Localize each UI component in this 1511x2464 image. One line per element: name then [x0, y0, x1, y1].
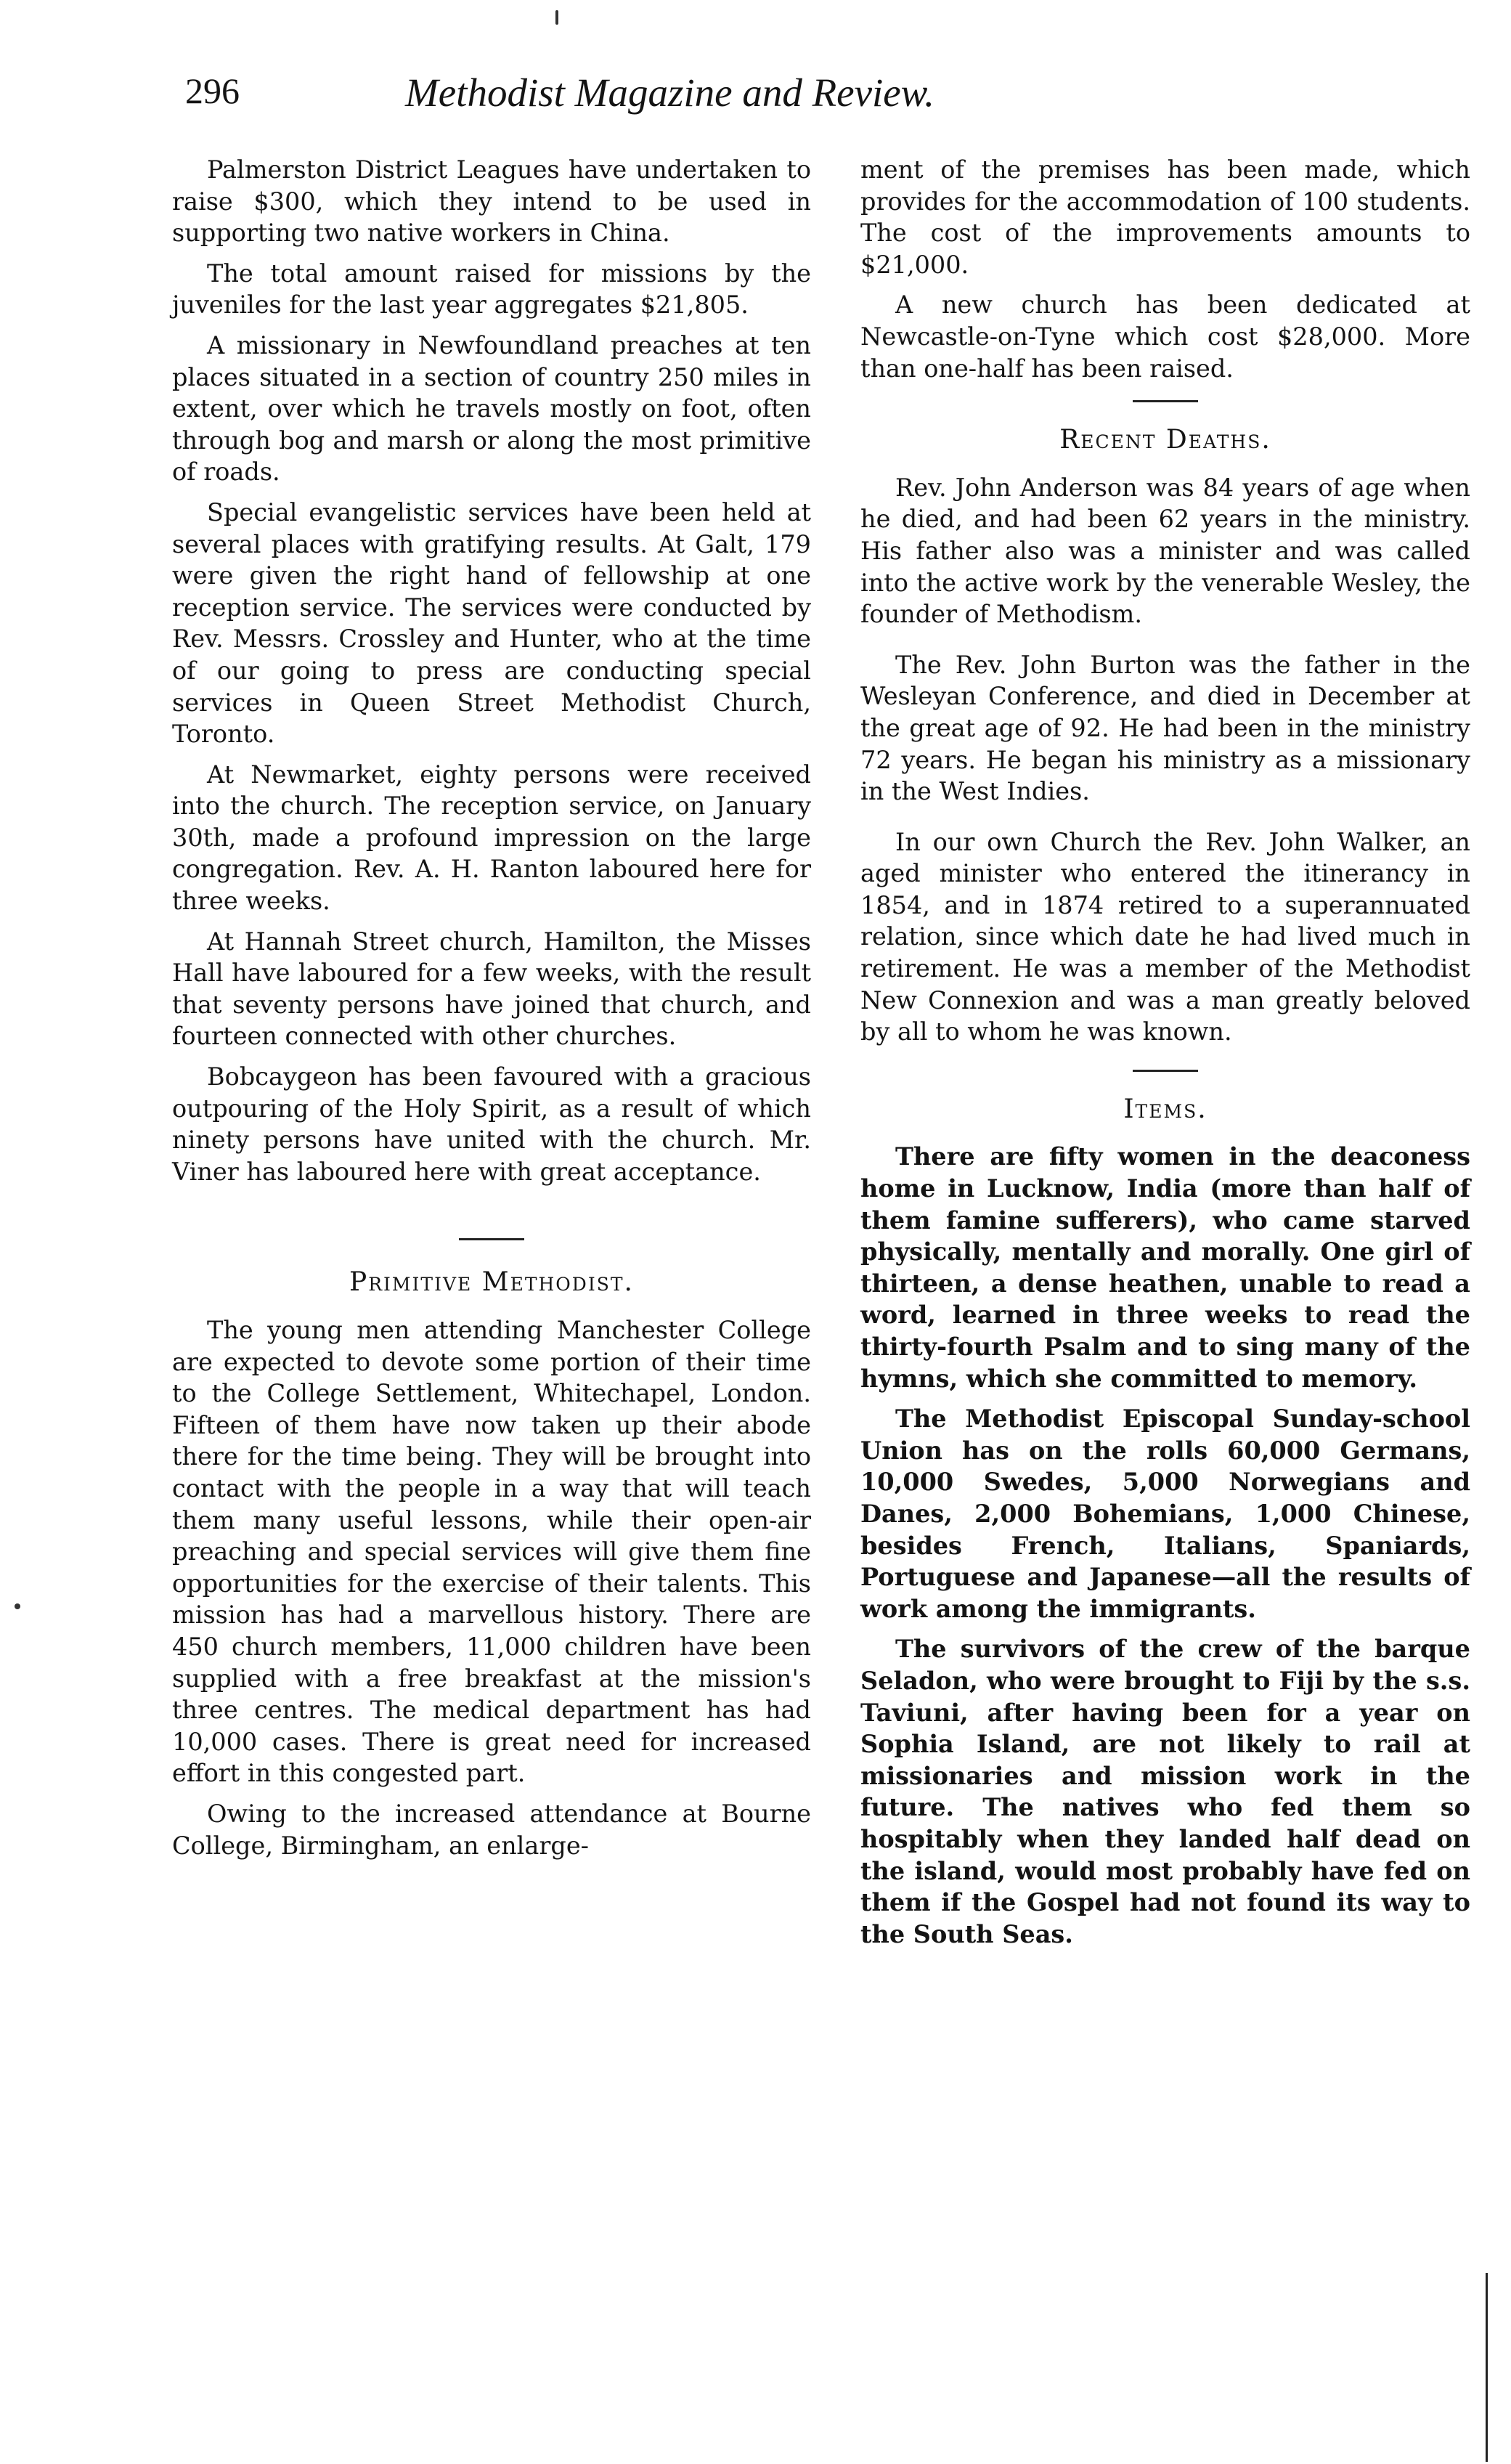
- journal-title: Methodist Magazine and Review.: [404, 70, 935, 115]
- paragraph-john-burton: The Rev. John Burton was the father in the Wesleyan Conference, and died in December at the great age of 92. He had been in the ministry 72 years. He began his ministry as a missionary in the West Indies.: [860, 650, 1470, 806]
- scan-speck: [555, 10, 558, 25]
- paragraph-manchester-college: The young men attending Manchester College are expected to devote some portion of their time to the College Settlement, Whitechapel, London. Fifteen of them have now taken up their abode there for the time being. They will be brought into contact with the people in a way that will teach them many useful lessons, while their open-air preaching and special services will give them fine opportunities for the exercise of their talents. This mission has had a marvellous history. There are 450 church members, 11,000 children have been supplied with a free breakfast at the mission's three centres. The medical department has had 10,000 cases. There is great need for increased effort in this congested part.: [172, 1316, 811, 1788]
- section-divider: [1133, 1070, 1198, 1072]
- scan-speck: [15, 1603, 20, 1609]
- section-divider: [459, 1238, 524, 1240]
- paragraph-john-anderson: Rev. John Anderson was 84 years of age when he died, and had been 62 years in the ministry. His father also was a minister and was called into the active work by the venerable Wesley, the founder of Methodism.: [860, 473, 1470, 629]
- paragraph-bobcaygeon: Bobcaygeon has been favoured with a gracious outpouring of the Holy Spirit, as a result of which ninety persons have united with the church. Mr. Viner has laboured here with great acceptance.: [172, 1062, 811, 1186]
- section-heading-items: Items.: [1123, 1094, 1207, 1124]
- paragraph-bourne-college: Owing to the increased attendance at Bourne College, Birmingham, an enlarge-: [172, 1799, 811, 1860]
- section-heading-primitive-methodist: Primitive Methodist.: [349, 1267, 634, 1298]
- running-head: [185, 70, 1154, 128]
- section-divider: [1133, 400, 1198, 402]
- paragraph-barque-seladon: The survivors of the crew of the barque Seladon, who were brought to Fiji by the s.s. Taviuni, after having been for a year on Sophia Island, are not likely to rail at missionaries and mission work in the future. The natives who fed them so hospitably when they landed half dead on the island, would most probably have fed on them if the Gospel had not found its way to the South Seas.: [860, 1635, 1470, 1948]
- paragraph-palmerston: Palmerston District Leagues have undertaken to raise $300, which they intend to be used in supporting two native workers in China.: [172, 155, 811, 248]
- paragraph-newcastle: A new church has been dedicated at Newcastle-on-Tyne which cost $28,000. More than one-half has been raised.: [860, 290, 1470, 383]
- right-column: [860, 154, 1470, 1950]
- left-column: [172, 154, 811, 1861]
- paragraph-juveniles-total: The total amount raised for missions by the juveniles for the last year aggregates $21,805.: [172, 259, 811, 320]
- paragraph-hannah-street: At Hannah Street church, Hamilton, the Misses Hall have laboured for a few weeks, with the result that seventy persons have joined that church, and fourteen connected with other churches.: [172, 927, 811, 1051]
- paragraph-lucknow-deaconess: There are fifty women in the deaconess home in Lucknow, India (more than half of them famine sufferers), who came starved physically, mentally and morally. One girl of thirteen, a dense heathen, unable to read a word, learned in three weeks to read the thirty-fourth Psalm and to sing many of the hymns, which she committed to memory.: [860, 1142, 1470, 1393]
- paragraph-premises-continued: ment of the premises has been made, which provides for the accommodation of 100 students. The cost of the improvements amounts to $21,000.: [860, 155, 1470, 279]
- paragraph-sunday-school-union: The Methodist Episcopal Sunday-school Union has on the rolls 60,000 Germans, 10,000 Swedes, 5,000 Norwegians and Danes, 2,000 Bohemians, 1,000 Chinese, besides French, Italians, Spaniards, Portuguese and Japanese—all the results of work among the immigrants.: [860, 1404, 1470, 1623]
- paragraph-newfoundland: A missionary in Newfoundland preaches at ten places situated in a section of country 250 miles in extent, over which he travels mostly on foot, often through bog and marsh or along the most primitive of roads.: [172, 330, 811, 487]
- margin-mark: [1486, 2273, 1488, 2462]
- paragraph-john-walker: In our own Church the Rev. John Walker, an aged minister who entered the itinerancy in 1854, and in 1874 retired to a superannuated relation, since which date he had lived much in retirement. He was a member of the Methodist New Connexion and was a man greatly beloved by all to whom he was known.: [860, 827, 1470, 1046]
- paragraph-newmarket: At Newmarket, eighty persons were received into the church. The reception service, on January 30th, made a profound impression on the large congregation. Rev. A. H. Ranton laboured here for three weeks.: [172, 760, 811, 916]
- section-heading-recent-deaths: Recent Deaths.: [1059, 425, 1271, 455]
- paragraph-evangelistic: Special evangelistic services have been held at several places with gratifying results. At Galt, 179 were given the right hand of fellowship at one reception service. The services were conducted by Rev. Messrs. Crossley and Hunter, who at the time of our going to press are conducting special services in Queen Street Methodist Church, Toronto.: [172, 497, 811, 749]
- page-number: 296: [185, 70, 240, 111]
